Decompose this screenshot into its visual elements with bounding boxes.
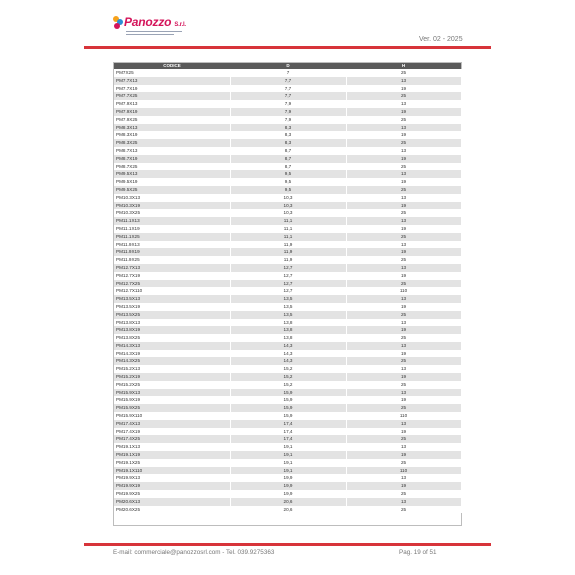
cell-d: 8,3 xyxy=(230,124,346,132)
cell-codice: PM12.7X13 xyxy=(114,264,230,272)
cell-h: 13 xyxy=(346,295,461,303)
cell-h: 13 xyxy=(346,241,461,249)
cell-d: 13,8 xyxy=(230,334,346,342)
cell-d: 14,3 xyxy=(230,357,346,365)
cell-codice: PM7.7X25 xyxy=(114,92,230,100)
cell-d: 8,7 xyxy=(230,147,346,155)
cell-codice: PM10.3X25 xyxy=(114,209,230,217)
cell-codice: PM15.2X13 xyxy=(114,365,230,373)
cell-codice: PM8.3X19 xyxy=(114,131,230,139)
cell-codice: PM11.1X13 xyxy=(114,217,230,225)
cell-d: 13,8 xyxy=(230,326,346,334)
cell-codice: PM17.4X19 xyxy=(114,428,230,436)
cell-d: 19,1 xyxy=(230,467,346,475)
cell-h: 25 xyxy=(346,256,461,264)
cell-d: 15,2 xyxy=(230,373,346,381)
cell-h: 19 xyxy=(346,350,461,358)
cell-d: 7,7 xyxy=(230,77,346,85)
cell-h: 25 xyxy=(346,233,461,241)
cell-codice: PM14.3X25 xyxy=(114,357,230,365)
header-divider xyxy=(84,46,491,49)
cell-codice: PM8.7X19 xyxy=(114,155,230,163)
cell-h: 25 xyxy=(346,311,461,319)
table-row xyxy=(114,381,461,389)
cell-codice: PM15.9X19 xyxy=(114,396,230,404)
footer-divider xyxy=(84,543,491,546)
document-version: Ver. 02 - 2025 xyxy=(419,36,463,43)
cell-h: 13 xyxy=(346,217,461,225)
table-row xyxy=(114,459,461,467)
cell-codice: PM10.3X19 xyxy=(114,202,230,210)
cell-h: 25 xyxy=(346,186,461,194)
table-row xyxy=(114,506,461,514)
cell-h: 25 xyxy=(346,435,461,443)
table-row xyxy=(114,467,461,475)
table-row xyxy=(114,287,461,295)
cell-h: 25 xyxy=(346,163,461,171)
cell-h: 25 xyxy=(346,357,461,365)
cell-d: 12,7 xyxy=(230,272,346,280)
cell-d: 14,3 xyxy=(230,350,346,358)
company-logo xyxy=(124,15,186,29)
cell-d: 15,9 xyxy=(230,389,346,397)
cell-codice: PM11.1X25 xyxy=(114,233,230,241)
table-row xyxy=(114,319,461,327)
cell-d: 7,7 xyxy=(230,92,346,100)
cell-h: 19 xyxy=(346,248,461,256)
cell-h: 13 xyxy=(346,389,461,397)
table-row xyxy=(114,209,461,217)
table-row xyxy=(114,311,461,319)
cell-d: 15,2 xyxy=(230,365,346,373)
cell-d: 15,9 xyxy=(230,404,346,412)
cell-h: 19 xyxy=(346,396,461,404)
table-row xyxy=(114,116,461,124)
cell-h: 19 xyxy=(346,373,461,381)
cell-h: 19 xyxy=(346,428,461,436)
cell-h: 13 xyxy=(346,147,461,155)
cell-codice: PM15.2X19 xyxy=(114,373,230,381)
cell-d: 11,9 xyxy=(230,256,346,264)
cell-codice: PM13.5X19 xyxy=(114,303,230,311)
cell-codice: PM19.9X13 xyxy=(114,474,230,482)
cell-h: 13 xyxy=(346,498,461,506)
cell-d: 13,5 xyxy=(230,303,346,311)
cell-codice: PM20.6X13 xyxy=(114,498,230,506)
table-row xyxy=(114,178,461,186)
cell-codice: PM13.8X19 xyxy=(114,326,230,334)
cell-h: 19 xyxy=(346,451,461,459)
table-row xyxy=(114,357,461,365)
table-row xyxy=(114,163,461,171)
cell-h: 19 xyxy=(346,131,461,139)
table-row xyxy=(114,350,461,358)
cell-d: 7,9 xyxy=(230,116,346,124)
product-table xyxy=(114,63,462,513)
table-row xyxy=(114,435,461,443)
table-row xyxy=(114,280,461,288)
logo-icon xyxy=(113,16,123,31)
table-row xyxy=(114,155,461,163)
cell-d: 12,7 xyxy=(230,264,346,272)
cell-h: 19 xyxy=(346,326,461,334)
cell-h: 25 xyxy=(346,381,461,389)
table-row xyxy=(114,389,461,397)
table-row xyxy=(114,295,461,303)
table-row xyxy=(114,248,461,256)
table-row xyxy=(114,77,461,85)
footer-contact: E-mail: commerciale@panozzosrl.com - Tel. 039.9275363 xyxy=(113,549,275,556)
table-row xyxy=(114,428,461,436)
table-row xyxy=(114,365,461,373)
table-row xyxy=(114,100,461,108)
product-table-container xyxy=(113,62,462,526)
column-header-d: D xyxy=(230,63,346,69)
cell-codice: PM7.7X13 xyxy=(114,77,230,85)
cell-codice: PM19.9X19 xyxy=(114,482,230,490)
column-header-codice: CODICE xyxy=(114,63,230,69)
logo-name: Panozzo xyxy=(124,15,172,29)
cell-codice: PM19.9X25 xyxy=(114,490,230,498)
cell-codice: PM7X25 xyxy=(114,69,230,77)
cell-codice: PM11.9X19 xyxy=(114,248,230,256)
column-header-h: H xyxy=(346,63,461,69)
cell-d: 10,3 xyxy=(230,194,346,202)
table-row xyxy=(114,303,461,311)
cell-codice: PM19.1X110 xyxy=(114,467,230,475)
table-row xyxy=(114,404,461,412)
cell-d: 7,9 xyxy=(230,108,346,116)
cell-codice: PM11.9X25 xyxy=(114,256,230,264)
table-row xyxy=(114,443,461,451)
table-row xyxy=(114,147,461,155)
cell-d: 19,1 xyxy=(230,459,346,467)
cell-d: 11,9 xyxy=(230,241,346,249)
table-row xyxy=(114,420,461,428)
cell-codice: PM15.9X25 xyxy=(114,404,230,412)
cell-codice: PM8.3X25 xyxy=(114,139,230,147)
cell-h: 13 xyxy=(346,100,461,108)
cell-codice: PM15.9X13 xyxy=(114,389,230,397)
cell-d: 8,7 xyxy=(230,163,346,171)
table-row xyxy=(114,233,461,241)
cell-h: 25 xyxy=(346,459,461,467)
table-row xyxy=(114,170,461,178)
logo-tagline-graphic xyxy=(126,31,182,37)
cell-h: 13 xyxy=(346,474,461,482)
cell-codice: PM13.8X13 xyxy=(114,319,230,327)
table-row xyxy=(114,451,461,459)
cell-d: 7,7 xyxy=(230,85,346,93)
cell-codice: PM10.3X13 xyxy=(114,194,230,202)
cell-codice: PM11.9X13 xyxy=(114,241,230,249)
table-row xyxy=(114,326,461,334)
table-row xyxy=(114,124,461,132)
cell-h: 19 xyxy=(346,272,461,280)
cell-codice: PM12.7X110 xyxy=(114,287,230,295)
table-row xyxy=(114,186,461,194)
cell-h: 19 xyxy=(346,108,461,116)
cell-d: 9,5 xyxy=(230,186,346,194)
cell-h: 110 xyxy=(346,467,461,475)
table-row xyxy=(114,264,461,272)
cell-d: 10,3 xyxy=(230,202,346,210)
table-row xyxy=(114,241,461,249)
table-row xyxy=(114,396,461,404)
cell-codice: PM12.7X25 xyxy=(114,280,230,288)
cell-d: 8,3 xyxy=(230,131,346,139)
cell-codice: PM15.2X25 xyxy=(114,381,230,389)
cell-h: 19 xyxy=(346,303,461,311)
cell-d: 15,9 xyxy=(230,396,346,404)
cell-codice: PM7.7X19 xyxy=(114,85,230,93)
cell-d: 13,5 xyxy=(230,311,346,319)
cell-h: 19 xyxy=(346,482,461,490)
table-row xyxy=(114,139,461,147)
cell-codice: PM19.1X25 xyxy=(114,459,230,467)
cell-codice: PM11.1X19 xyxy=(114,225,230,233)
cell-d: 12,7 xyxy=(230,287,346,295)
cell-codice: PM17.4X25 xyxy=(114,435,230,443)
cell-d: 17,4 xyxy=(230,435,346,443)
cell-d: 19,9 xyxy=(230,482,346,490)
cell-h: 25 xyxy=(346,209,461,217)
cell-d: 11,1 xyxy=(230,217,346,225)
cell-d: 19,9 xyxy=(230,490,346,498)
cell-h: 25 xyxy=(346,92,461,100)
cell-codice: PM7.9X25 xyxy=(114,116,230,124)
cell-h: 13 xyxy=(346,365,461,373)
logo-suffix: S.r.l. xyxy=(174,22,186,28)
cell-d: 8,7 xyxy=(230,155,346,163)
cell-h: 19 xyxy=(346,85,461,93)
table-row xyxy=(114,373,461,381)
cell-h: 25 xyxy=(346,280,461,288)
cell-codice: PM15.9X110 xyxy=(114,412,230,420)
cell-h: 13 xyxy=(346,319,461,327)
cell-d: 11,9 xyxy=(230,248,346,256)
table-row xyxy=(114,202,461,210)
cell-codice: PM8.3X13 xyxy=(114,124,230,132)
cell-d: 7,9 xyxy=(230,100,346,108)
cell-d: 15,2 xyxy=(230,381,346,389)
cell-h: 25 xyxy=(346,490,461,498)
cell-d: 17,4 xyxy=(230,420,346,428)
cell-d: 20,6 xyxy=(230,506,346,514)
cell-h: 13 xyxy=(346,77,461,85)
table-row xyxy=(114,256,461,264)
cell-h: 25 xyxy=(346,506,461,514)
cell-codice: PM8.7X13 xyxy=(114,147,230,155)
cell-codice: PM19.1X13 xyxy=(114,443,230,451)
cell-h: 25 xyxy=(346,116,461,124)
page-header xyxy=(0,0,575,50)
cell-d: 10,3 xyxy=(230,209,346,217)
cell-h: 25 xyxy=(346,404,461,412)
cell-codice: PM9.5X19 xyxy=(114,178,230,186)
cell-d: 7 xyxy=(230,69,346,77)
cell-h: 110 xyxy=(346,287,461,295)
cell-d: 9,5 xyxy=(230,178,346,186)
cell-h: 13 xyxy=(346,124,461,132)
cell-h: 19 xyxy=(346,178,461,186)
cell-d: 8,3 xyxy=(230,139,346,147)
table-row xyxy=(114,92,461,100)
table-row xyxy=(114,498,461,506)
cell-codice: PM13.8X25 xyxy=(114,334,230,342)
cell-d: 12,7 xyxy=(230,280,346,288)
cell-d: 17,4 xyxy=(230,428,346,436)
cell-d: 11,1 xyxy=(230,225,346,233)
cell-d: 13,8 xyxy=(230,319,346,327)
table-row xyxy=(114,490,461,498)
cell-h: 13 xyxy=(346,342,461,350)
cell-d: 14,3 xyxy=(230,342,346,350)
table-row xyxy=(114,342,461,350)
cell-codice: PM13.5X13 xyxy=(114,295,230,303)
cell-d: 19,9 xyxy=(230,474,346,482)
cell-h: 25 xyxy=(346,334,461,342)
cell-h: 13 xyxy=(346,420,461,428)
cell-h: 13 xyxy=(346,264,461,272)
table-row xyxy=(114,334,461,342)
cell-h: 25 xyxy=(346,139,461,147)
cell-d: 19,1 xyxy=(230,451,346,459)
table-row xyxy=(114,474,461,482)
cell-h: 13 xyxy=(346,170,461,178)
cell-codice: PM19.1X19 xyxy=(114,451,230,459)
page-number: Pag. 19 of 51 xyxy=(399,549,437,556)
cell-codice: PM20.6X25 xyxy=(114,506,230,514)
cell-h: 19 xyxy=(346,225,461,233)
table-row xyxy=(114,225,461,233)
table-row xyxy=(114,272,461,280)
table-row xyxy=(114,85,461,93)
cell-codice: PM9.5X25 xyxy=(114,186,230,194)
cell-codice: PM14.3X19 xyxy=(114,350,230,358)
cell-d: 20,6 xyxy=(230,498,346,506)
cell-d: 15,9 xyxy=(230,412,346,420)
cell-codice: PM7.9X19 xyxy=(114,108,230,116)
cell-h: 25 xyxy=(346,69,461,77)
cell-h: 19 xyxy=(346,155,461,163)
cell-codice: PM12.7X19 xyxy=(114,272,230,280)
table-row xyxy=(114,482,461,490)
cell-h: 110 xyxy=(346,412,461,420)
cell-codice: PM13.5X25 xyxy=(114,311,230,319)
table-row xyxy=(114,108,461,116)
table-row xyxy=(114,412,461,420)
cell-d: 9,5 xyxy=(230,170,346,178)
cell-codice: PM7.9X13 xyxy=(114,100,230,108)
cell-h: 13 xyxy=(346,443,461,451)
cell-codice: PM14.3X13 xyxy=(114,342,230,350)
cell-d: 19,1 xyxy=(230,443,346,451)
table-row xyxy=(114,194,461,202)
cell-codice: PM8.7X25 xyxy=(114,163,230,171)
cell-d: 13,5 xyxy=(230,295,346,303)
cell-h: 19 xyxy=(346,202,461,210)
cell-codice: PM9.5X13 xyxy=(114,170,230,178)
table-row xyxy=(114,217,461,225)
table-row xyxy=(114,131,461,139)
cell-codice: PM17.4X13 xyxy=(114,420,230,428)
table-row xyxy=(114,69,461,77)
cell-h: 13 xyxy=(346,194,461,202)
cell-d: 11,1 xyxy=(230,233,346,241)
